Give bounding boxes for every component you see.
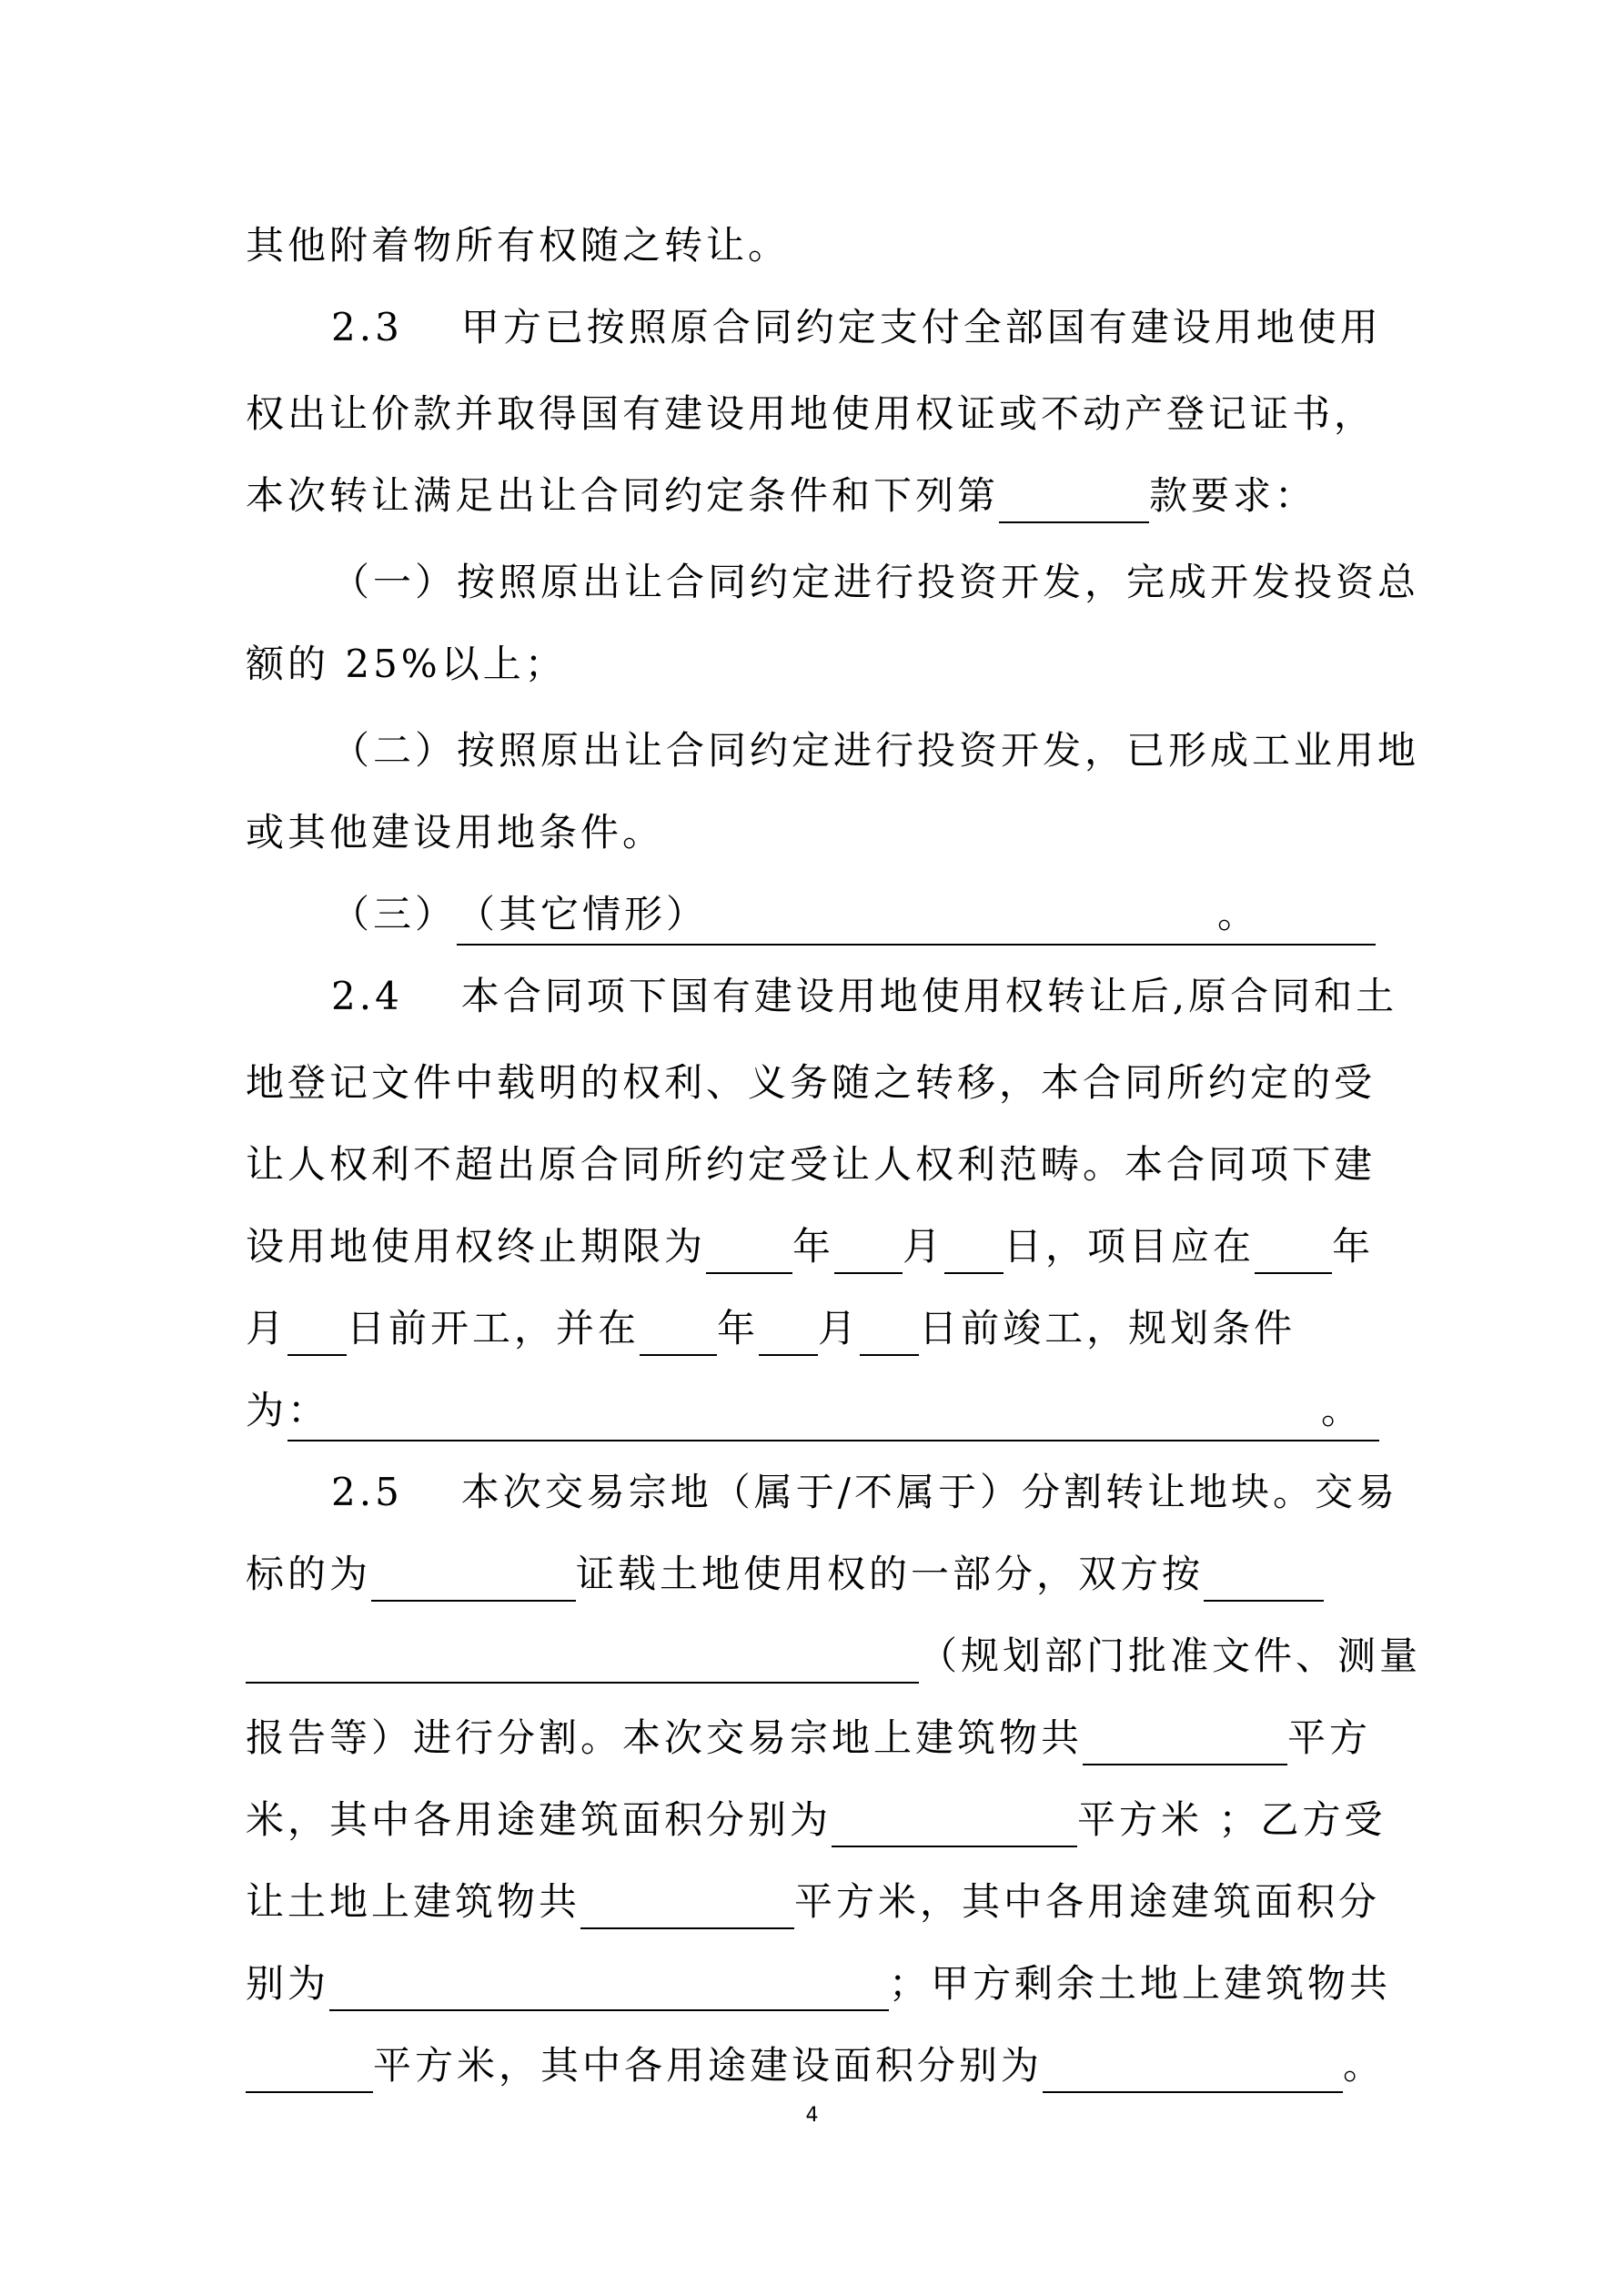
text-line	[246, 1138, 1428, 1192]
text: 月	[818, 1306, 861, 1350]
blank-line[interactable]	[371, 1558, 576, 1602]
blank-line[interactable]	[834, 1230, 903, 1274]
clause-number: 2.5	[331, 1470, 403, 1514]
text: 本合同项下国有建设用地使用权转让后,原合同和土	[460, 974, 1398, 1018]
text: 额的 25%以上；	[246, 642, 567, 686]
text: 证载土地使用权的一部分，双方按	[576, 1552, 1205, 1596]
blank-line[interactable]	[246, 2049, 373, 2093]
clause-number: 2.3	[331, 305, 403, 349]
blank-line[interactable]	[1255, 1230, 1332, 1274]
text: 平方米 ；乙方受	[1077, 1797, 1387, 1842]
text: 年	[792, 1224, 835, 1269]
text: 平方米，其中各用途建设面积分别为	[373, 2043, 1044, 2088]
text: 甲方已按照原合同约定支付全部国有建设用地使用	[460, 305, 1382, 349]
page-number: 4	[805, 2104, 819, 2127]
blank-line[interactable]	[287, 1312, 347, 1356]
blank-line[interactable]	[1083, 1722, 1287, 1765]
text-line	[246, 1301, 1428, 1356]
text: 日，项目应在	[1004, 1224, 1256, 1269]
text: 报告等）进行分割。本次交易宗地上建筑物共	[246, 1715, 1084, 1760]
blank-line[interactable]	[832, 1804, 1077, 1847]
text: 设用地使用权终止期限为	[246, 1224, 707, 1269]
text: 本次转让满足出让合同约定条件和下列第	[246, 473, 1000, 518]
planning-conditions-field[interactable]	[287, 1383, 1379, 1441]
text-line	[246, 469, 1428, 523]
blank-line[interactable]	[706, 1230, 792, 1274]
text-line	[246, 1957, 1428, 2011]
text: 本次交易宗地（属于/不属于）分割转让地块。交易	[460, 1470, 1398, 1514]
text-line	[246, 387, 1428, 441]
text: （三）	[331, 892, 458, 936]
clause-number: 2.4	[331, 974, 403, 1018]
clause-2-5-line	[246, 1465, 1428, 1520]
text: 。	[1343, 2043, 1386, 2088]
text: 。	[1217, 892, 1260, 936]
text: 款要求：	[1149, 473, 1317, 518]
blank-line[interactable]	[246, 1640, 919, 1684]
text: 平方	[1287, 1715, 1372, 1760]
text-line	[246, 1629, 1428, 1684]
text: 年	[717, 1306, 760, 1350]
text: 让人权利不超出原合同所约定受让人权利范畴。本合同项下建	[246, 1142, 1377, 1187]
blank-line[interactable]	[759, 1312, 818, 1356]
text-line	[246, 887, 1428, 942]
blank-line[interactable]	[860, 1312, 919, 1356]
blank-line[interactable]	[580, 1886, 794, 1929]
text: 。	[1321, 1388, 1364, 1432]
text: 其他附着物所有权随之转让。	[246, 223, 791, 268]
text-line	[246, 1711, 1428, 1765]
text: 地登记文件中载明的权利、义务随之转移，本合同所约定的受	[246, 1060, 1377, 1105]
text: （规划部门批准文件、测量	[919, 1633, 1422, 1678]
text-line	[246, 1793, 1428, 1847]
text-line	[246, 805, 1428, 860]
blank-line[interactable]	[329, 1967, 889, 2011]
text-line	[246, 1547, 1428, 1602]
text-line	[246, 1383, 1428, 1438]
text: 米，其中各用途建筑面积分别为	[246, 1797, 832, 1842]
text: 或其他建设用地条件。	[246, 810, 665, 855]
text-line	[246, 218, 1428, 273]
text: ：	[287, 1388, 330, 1432]
text-line	[246, 1219, 1428, 1274]
text-line	[246, 723, 1428, 778]
text: 年	[1332, 1224, 1375, 1269]
other-situation-field[interactable]	[457, 887, 1376, 946]
text: 月	[246, 1306, 288, 1350]
text-line	[246, 2038, 1428, 2093]
blank-line[interactable]	[1204, 1558, 1324, 1602]
clause-2-4-line	[246, 969, 1428, 1024]
text: （二）按照原出让合同约定进行投资开发，已形成工业用地	[331, 728, 1420, 773]
clause-2-3-line	[246, 300, 1428, 355]
text: 别为	[246, 1961, 330, 2006]
text: 日前竣工，规划条件	[919, 1306, 1296, 1350]
text: 标的为	[246, 1552, 372, 1596]
text: 月	[903, 1224, 945, 1269]
blank-line[interactable]	[640, 1312, 717, 1356]
text: （一）按照原出让合同约定进行投资开发，完成开发投资总	[331, 560, 1420, 604]
text: 权出让价款并取得国有建设用地使用权证或不动产登记证书，	[246, 391, 1377, 436]
text-line	[246, 1056, 1428, 1110]
blank-line[interactable]	[944, 1230, 1004, 1274]
text: 日前开工，并在	[347, 1306, 641, 1350]
text-line	[246, 637, 1428, 692]
text: ；甲方剩余土地上建筑物共	[889, 1961, 1392, 2006]
text: 为	[246, 1388, 288, 1432]
blank-line[interactable]	[1043, 2049, 1343, 2093]
text-line	[246, 555, 1428, 610]
text-line	[246, 1875, 1428, 1929]
blank-line[interactable]	[999, 480, 1149, 523]
field-label: （其它情形）	[457, 892, 709, 936]
text: 平方米，其中各用途建筑面积分	[794, 1879, 1381, 1924]
text: 让土地上建筑物共	[246, 1879, 581, 1924]
